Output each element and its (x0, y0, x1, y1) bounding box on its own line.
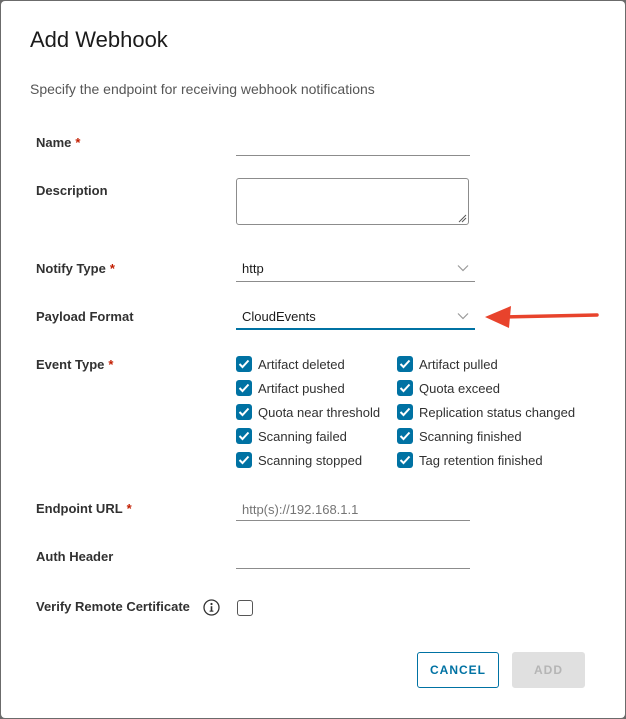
event-quota-exceed[interactable]: Quota exceed (397, 380, 500, 396)
notify-type-select[interactable] (236, 258, 475, 282)
resize-handle-icon[interactable] (457, 213, 467, 223)
payload-format-value: CloudEvents (242, 309, 316, 324)
event-artifact-pulled[interactable]: Artifact pulled (397, 356, 498, 372)
event-artifact-pushed[interactable]: Artifact pushed (236, 380, 345, 396)
annotation-arrow-icon (481, 301, 601, 333)
check-icon (399, 383, 411, 393)
checkbox-checked[interactable] (397, 356, 413, 372)
auth-header-input[interactable] (236, 547, 470, 569)
cancel-button[interactable]: CANCEL (417, 652, 499, 688)
check-icon (399, 407, 411, 417)
description-textarea[interactable] (236, 178, 469, 225)
checkbox-checked[interactable] (397, 452, 413, 468)
description-label: Description (36, 183, 108, 198)
checkbox-checked[interactable] (397, 380, 413, 396)
event-tag-retention-finished[interactable]: Tag retention finished (397, 452, 543, 468)
name-input[interactable] (236, 134, 470, 156)
event-scanning-failed[interactable]: Scanning failed (236, 428, 347, 444)
required-marker: * (108, 357, 114, 372)
event-scanning-stopped[interactable]: Scanning stopped (236, 452, 362, 468)
check-icon (238, 383, 250, 393)
event-scanning-finished[interactable]: Scanning finished (397, 428, 522, 444)
checkbox-checked[interactable] (236, 380, 252, 396)
check-icon (399, 359, 411, 369)
checkbox-checked[interactable] (236, 452, 252, 468)
event-type-label: Event Type * (36, 357, 114, 372)
payload-format-select[interactable] (236, 306, 475, 330)
required-marker: * (109, 261, 115, 276)
check-icon (238, 407, 250, 417)
chevron-down-icon (457, 312, 469, 320)
check-icon (238, 359, 250, 369)
auth-header-label: Auth Header (36, 549, 114, 564)
checkbox-checked[interactable] (397, 404, 413, 420)
event-quota-near-threshold[interactable]: Quota near threshold (236, 404, 380, 420)
required-marker: * (75, 135, 81, 150)
notify-type-label: Notify Type * (36, 261, 115, 276)
dialog-title: Add Webhook (30, 27, 168, 52)
verify-cert-checkbox[interactable] (237, 600, 253, 616)
notify-type-value: http (242, 261, 264, 276)
event-replication-status-changed[interactable]: Replication status changed (397, 404, 575, 420)
endpoint-url-input[interactable] (236, 499, 470, 521)
payload-format-label: Payload Format (36, 309, 134, 324)
checkbox-checked[interactable] (236, 428, 252, 444)
checkbox-checked[interactable] (236, 356, 252, 372)
add-webhook-dialog (1, 1, 625, 718)
checkbox-checked[interactable] (397, 428, 413, 444)
name-label: Name * (36, 135, 81, 150)
event-artifact-deleted[interactable]: Artifact deleted (236, 356, 345, 372)
checkbox-checked[interactable] (236, 404, 252, 420)
info-circle-icon[interactable] (203, 599, 220, 616)
chevron-down-icon (457, 264, 469, 272)
check-icon (399, 431, 411, 441)
required-marker: * (126, 501, 132, 516)
dialog-subtitle: Specify the endpoint for receiving webhook notifications (30, 81, 375, 97)
add-button[interactable]: ADD (512, 652, 585, 688)
check-icon (238, 455, 250, 465)
verify-cert-label: Verify Remote Certificate (36, 599, 190, 614)
endpoint-url-label: Endpoint URL * (36, 501, 132, 516)
check-icon (399, 455, 411, 465)
check-icon (238, 431, 250, 441)
